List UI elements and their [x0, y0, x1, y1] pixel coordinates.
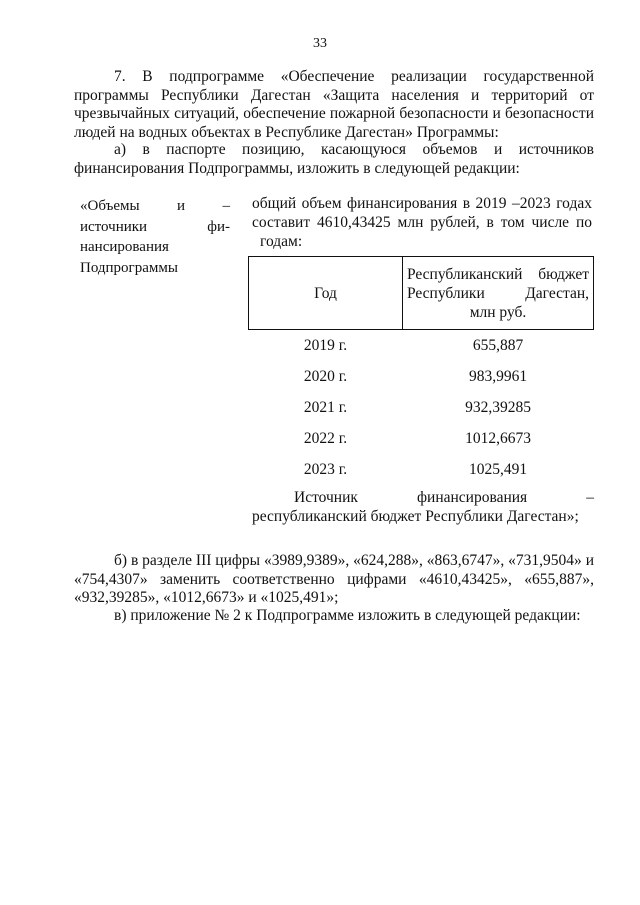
paragraph-v	[74, 607, 594, 626]
value-cell: 932,39285	[465, 398, 531, 416]
table-row	[249, 423, 594, 454]
value-cell: 655,887	[472, 336, 524, 354]
header-budget-line: млн руб.	[469, 303, 527, 321]
table-row	[249, 392, 594, 423]
passport-label-line: «Объемы и –	[80, 198, 230, 214]
paragraph-b-line: б) в разделе III цифры «3989,9389», «624,288», «863,6747», «731,9504» и	[114, 552, 594, 569]
paragraph-a-line: финансирования Подпрограммы, изложить в следующей редакции:	[74, 159, 520, 177]
passport-label-line: Подпрограммы	[80, 259, 178, 276]
value-cell: 983,9961	[468, 367, 528, 385]
header-budget	[403, 257, 594, 330]
header-budget-line: Республиканский бюджет	[407, 265, 589, 283]
paragraph-7-line: 7. В подпрограмме «Обеспечение реализации государственной	[114, 68, 594, 85]
paragraph-7-line: людей на водных объектах в Республике Дагестан» Программы:	[74, 123, 499, 141]
header-year: Год	[249, 257, 403, 330]
passport-text-line: годам:	[260, 233, 303, 250]
year-cell: 2019 г.	[303, 336, 348, 354]
value-cell: 1012,6673	[465, 429, 531, 447]
funding-source-line: республиканский бюджет Республики Дагестан»;	[252, 508, 579, 525]
table-row	[249, 361, 594, 392]
passport-label-line: источники фи-	[80, 218, 230, 235]
passport-position-text	[252, 194, 592, 251]
value-cell: 1025,491	[468, 460, 528, 478]
paragraph-a-line: а) в паспорте позицию, касающуюся объемов и источников	[114, 141, 594, 158]
funding-source	[252, 488, 594, 526]
paragraph-a	[74, 141, 594, 178]
page-number: 33	[313, 36, 327, 51]
funding-table	[248, 256, 594, 485]
table-row	[249, 330, 594, 362]
paragraph-7	[74, 68, 594, 142]
passport-position-label	[80, 196, 230, 278]
year-cell: 2021 г.	[303, 398, 348, 416]
year-cell: 2020 г.	[303, 367, 348, 385]
paragraph-v-line: в) приложение № 2 к Подпрограмме изложить в следующей редакции:	[114, 607, 581, 624]
passport-text-line: общий объем финансирования в 2019 –2023 годах	[252, 195, 592, 212]
funding-source-line: Источник финансирования –	[294, 489, 594, 506]
funding-table-header-row	[249, 257, 594, 330]
year-cell: 2022 г.	[303, 429, 348, 447]
paragraph-b-line: «754,4307» заменить соответственно цифрами «4610,43425», «655,887»,	[74, 570, 594, 588]
paragraph-7-line: программы Республики Дагестан «Защита населения и территорий от	[74, 86, 594, 104]
passport-text-line: составит 4610,43425 млн рублей, в том числе по	[252, 214, 592, 231]
paragraph-7-line: чрезвычайных ситуаций, обеспечение пожарной безопасности и безопасности	[74, 105, 594, 122]
header-budget-line: Республики Дагестан,	[407, 284, 589, 302]
year-cell: 2023 г.	[303, 460, 348, 478]
paragraph-b-line: «932,39285», «1012,6673» и «1025,491»;	[74, 589, 339, 606]
passport-label-line: нансирования	[80, 239, 169, 255]
table-row	[249, 454, 594, 485]
paragraph-b	[74, 552, 594, 608]
